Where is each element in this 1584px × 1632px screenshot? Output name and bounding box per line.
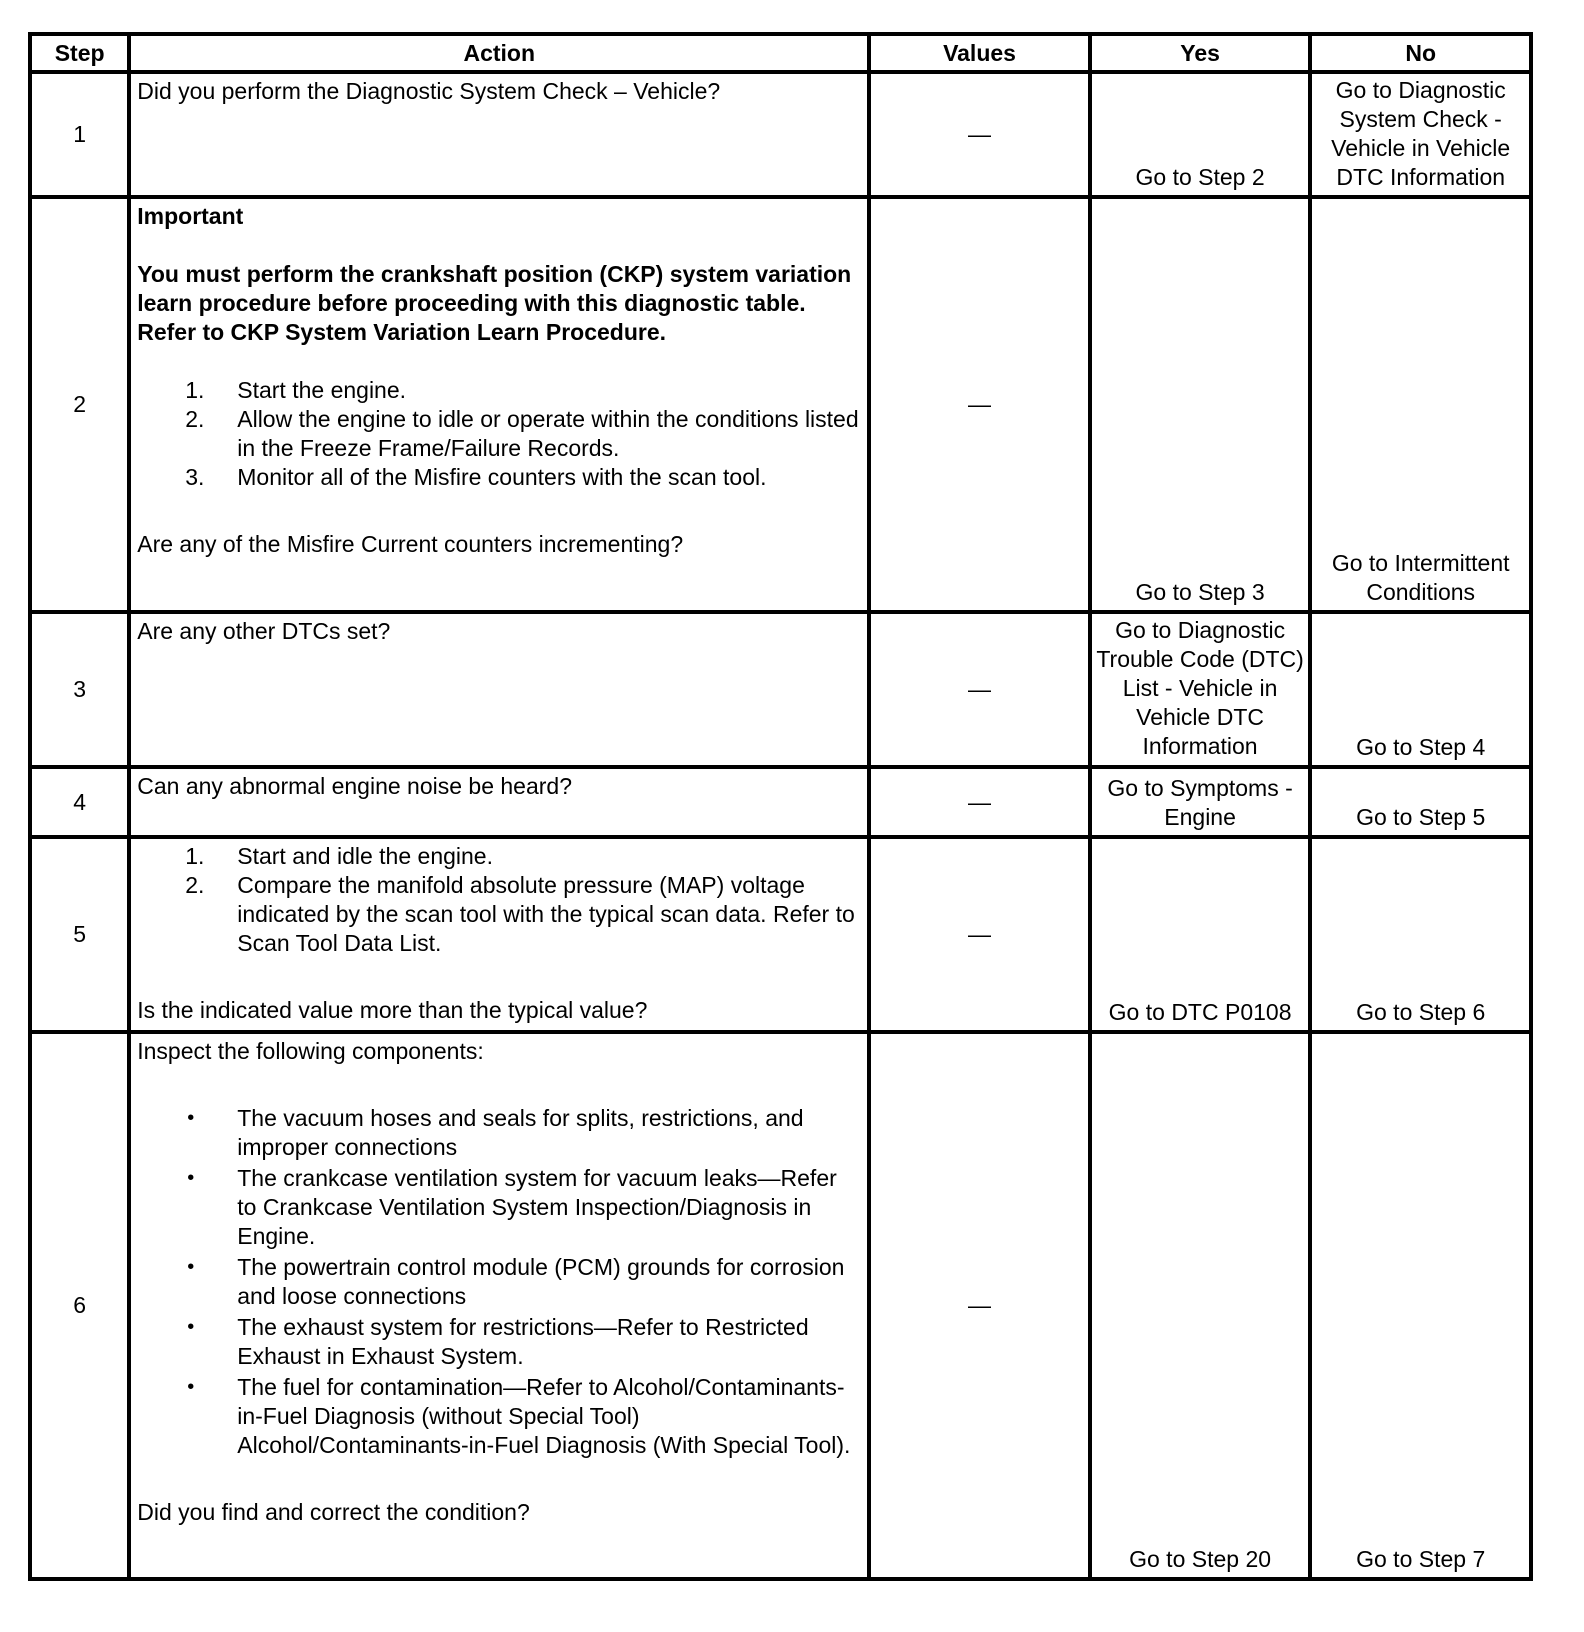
yes-cell: Go to Symptoms - Engine: [1090, 767, 1311, 837]
header-yes: Yes: [1090, 34, 1311, 72]
table-row: [30, 837, 1531, 1032]
values-cell: —: [869, 197, 1090, 612]
spacer: [137, 347, 861, 376]
no-cell: Go to Step 7: [1310, 1032, 1531, 1579]
step-text: Start and idle the engine.: [237, 843, 493, 869]
bullet-icon: •: [187, 1167, 195, 1189]
header-values: Values: [869, 34, 1090, 72]
bullet-icon: •: [187, 1256, 195, 1278]
step-marker: 3.: [185, 464, 205, 490]
step-marker: 1.: [185, 377, 205, 403]
step-text: Start the engine.: [237, 377, 407, 403]
no-cell: Go to Diagnostic System Check - Vehicle in Vehicle DTC Information: [1310, 72, 1531, 197]
action-cell: [129, 1032, 869, 1579]
action-cell: [129, 767, 869, 837]
yes-cell: Go to Diagnostic Trouble Code (DTC) List - Vehicle in Vehicle DTC Information: [1090, 612, 1311, 767]
yes-cell: Go to Step 20: [1090, 1032, 1311, 1579]
step-marker: 2.: [185, 872, 205, 898]
step-marker: 2.: [185, 406, 205, 432]
yes-cell: Go to DTC P0108: [1090, 837, 1311, 1032]
no-cell: Go to Step 4: [1310, 612, 1531, 767]
bullet-icon: •: [187, 1316, 195, 1338]
diagnostic-table-container: [28, 32, 1533, 1581]
action-cell: [129, 612, 869, 767]
step-number: 2: [30, 197, 129, 612]
header-action: Action: [129, 34, 869, 72]
header-row: [30, 34, 1531, 72]
important-label: Important: [137, 203, 244, 229]
values-cell: —: [869, 767, 1090, 837]
bullet-text: The crankcase ventilation system for vacuum leaks—Refer to Crankcase Ventilation System Inspection/Diagnosis in Engine.: [237, 1165, 837, 1249]
list-item: [137, 1373, 861, 1460]
header-step: Step: [30, 34, 129, 72]
action-cell: [129, 72, 869, 197]
step-text: Compare the manifold absolute pressure (MAP) voltage indicated by the scan tool with the typical scan data. Refer to Scan Tool Data List.: [237, 872, 855, 956]
bullet-text: The exhaust system for restrictions—Refer to Restricted Exhaust in Exhaust System.: [237, 1314, 809, 1369]
table-row: [30, 72, 1531, 197]
inspection-list: [137, 1104, 861, 1460]
step-marker: 1.: [185, 843, 205, 869]
values-cell: —: [869, 612, 1090, 767]
bullet-text: The fuel for contamination—Refer to Alcohol/Contaminants-in-Fuel Diagnosis (without Special Tool) Alcohol/Contaminants-in-Fuel Diagnosis (With Special Tool).: [237, 1374, 851, 1458]
spacer: [137, 231, 861, 260]
values-cell: —: [869, 837, 1090, 1032]
list-item: [137, 1164, 861, 1251]
values-cell: —: [869, 72, 1090, 197]
action-question: Can any abnormal engine noise be heard?: [137, 773, 573, 799]
action-question: Are any other DTCs set?: [137, 618, 391, 644]
step-number: 1: [30, 72, 129, 197]
table-row: [30, 612, 1531, 767]
header-no: No: [1310, 34, 1531, 72]
procedure-steps: [137, 842, 861, 958]
list-item: [137, 376, 861, 405]
bullet-text: The vacuum hoses and seals for splits, restrictions, and improper connections: [237, 1105, 804, 1160]
step-number: 3: [30, 612, 129, 767]
action-question: Are any of the Misfire Current counters incrementing?: [137, 531, 684, 557]
procedure-steps: [137, 376, 861, 492]
no-cell: Go to Intermittent Conditions: [1310, 197, 1531, 612]
list-item: [137, 1104, 861, 1162]
step-number: 4: [30, 767, 129, 837]
spacer: [137, 1462, 861, 1498]
bullet-icon: •: [187, 1107, 195, 1129]
no-cell: Go to Step 6: [1310, 837, 1531, 1032]
table-row: [30, 767, 1531, 837]
values-cell: —: [869, 1032, 1090, 1579]
bullet-icon: •: [187, 1376, 195, 1398]
spacer: [137, 492, 861, 530]
action-question: Is the indicated value more than the typical value?: [137, 997, 648, 1023]
no-cell: Go to Step 5: [1310, 767, 1531, 837]
spacer: [137, 958, 861, 996]
list-item: [137, 405, 861, 463]
list-item: [137, 463, 861, 492]
list-item: [137, 1313, 861, 1371]
action-cell: [129, 837, 869, 1032]
list-item: [137, 871, 861, 958]
important-text: You must perform the crankshaft position (CKP) system variation learn procedure before proceeding with this diagnostic table. Refer to CKP System Variation Learn Procedure.: [137, 261, 852, 345]
yes-cell: Go to Step 3: [1090, 197, 1311, 612]
yes-cell: Go to Step 2: [1090, 72, 1311, 197]
action-question: Did you perform the Diagnostic System Check – Vehicle?: [137, 78, 721, 104]
step-number: 5: [30, 837, 129, 1032]
list-item: [137, 1253, 861, 1311]
spacer: [137, 1066, 861, 1104]
action-intro: Inspect the following components:: [137, 1038, 484, 1064]
step-text: Allow the engine to idle or operate within the conditions listed in the Freeze Frame/Failure Records.: [237, 406, 859, 461]
action-cell: [129, 197, 869, 612]
step-text: Monitor all of the Misfire counters with the scan tool.: [237, 464, 767, 490]
table-row: [30, 1032, 1531, 1579]
diagnostic-table: [28, 32, 1533, 1581]
step-number: 6: [30, 1032, 129, 1579]
action-question: Did you find and correct the condition?: [137, 1499, 530, 1525]
bullet-text: The powertrain control module (PCM) grounds for corrosion and loose connections: [237, 1254, 845, 1309]
table-row: [30, 197, 1531, 612]
list-item: [137, 842, 861, 871]
